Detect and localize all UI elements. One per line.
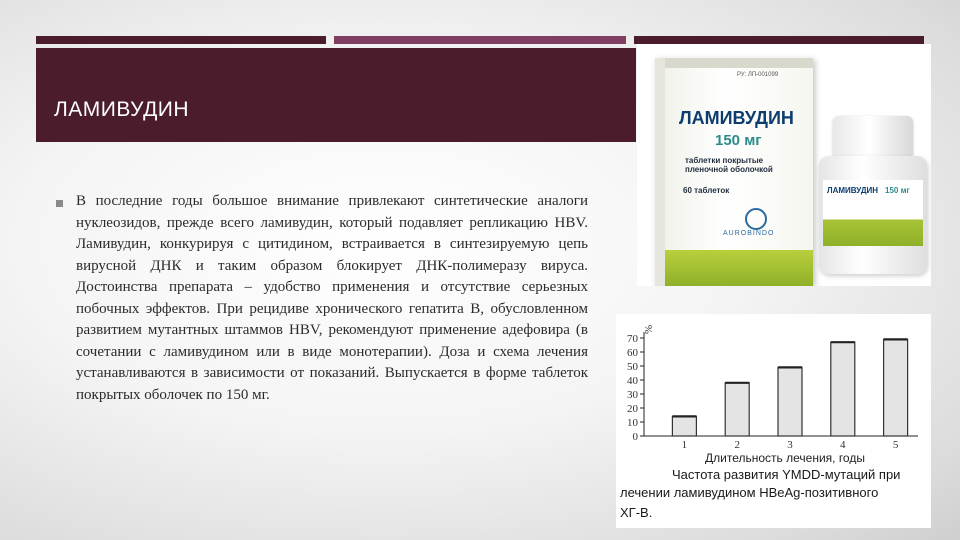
box-brand-name: AUROBINDO: [723, 230, 775, 237]
top-accent-bar-middle: [334, 36, 626, 44]
chart-bar: [831, 342, 855, 436]
y-tick-label: 10: [627, 417, 638, 429]
top-accent-bar-right: [634, 36, 924, 44]
y-tick-label: 30: [627, 389, 638, 401]
chart-bar: [672, 416, 696, 436]
chart-caption-line-1: Частота развития YMDD-мутаций при: [672, 467, 901, 482]
x-tick-label: 5: [892, 439, 899, 451]
box-drug-dose: 150 мг: [715, 132, 762, 149]
title-band: [36, 48, 636, 142]
chart-svg: [616, 314, 931, 464]
box-top-edge: [665, 58, 813, 68]
chart-bar: [778, 367, 802, 436]
x-axis-label: Длительность лечения, годы: [705, 451, 865, 464]
box-tablet-count: 60 таблеток: [683, 186, 730, 195]
ymdd-mutation-chart: [616, 314, 931, 528]
x-tick-label: 1: [681, 439, 688, 451]
slide-title: ЛАМИВУДИН: [54, 98, 190, 121]
y-tick-label: 70: [627, 333, 638, 345]
y-tick-label: 40: [627, 375, 638, 387]
product-photo: [637, 44, 931, 286]
bottle-cap: [833, 116, 913, 156]
bullet-square-icon: [56, 200, 63, 207]
slide-body-text: В последние годы большое внимание привлекают синтетические аналоги нуклеозидов, прежде всего ламивудин, который подавляет репликацию HBV. Ламивудин, конкурируя с цитидином, встраивается в синтезируемую цепь вирусной ДНК и таким образом блокирует ДНК-полимеразу вируса. Достоинства препарата – удобство применения и отсутствие серьезных побочных эффектов. При рецидиве хронического гепатита В, обусловленном развитием мутантных штаммов HBV, рекомендуют применение адефовира (в сочетании с ламивудином или в виде монотерапии). Доза и схема лечения устанавливаются в зависимости от показаний. Выпускается в форме таблеток покрытых оболочек по 150 мг.: [76, 193, 588, 403]
box-description: таблетки покрытые пленочной оболочкой: [685, 156, 773, 174]
y-tick-label: 60: [627, 347, 638, 359]
x-tick-label: 2: [734, 439, 740, 451]
chart-bar: [884, 339, 908, 436]
y-unit-label: %: [643, 324, 655, 334]
medicine-bottle: [819, 116, 927, 276]
y-tick-label: 20: [627, 403, 638, 415]
chart-caption-line-3: ХГ-В.: [620, 505, 653, 520]
chart-caption-line-2: лечении ламивудином HBeAg-позитивного: [620, 485, 879, 500]
y-tick-label: 0: [632, 431, 638, 443]
top-accent-bar-left: [36, 36, 326, 44]
bottle-drug-name: ЛАМИВУДИН: [827, 186, 879, 195]
x-tick-label: 3: [787, 439, 793, 451]
chart-bar: [725, 383, 749, 436]
bottle-drug-dose: 150 мг: [885, 186, 910, 195]
x-tick-label: 4: [840, 439, 846, 451]
box-green-band: [665, 250, 813, 286]
y-tick-label: 50: [627, 361, 638, 373]
medicine-box: [655, 58, 813, 286]
box-drug-name: ЛАМИВУДИН: [679, 108, 794, 128]
box-registration-code: РУ: ЛП-001099: [737, 72, 779, 78]
aurobindo-logo-icon: [745, 208, 767, 230]
